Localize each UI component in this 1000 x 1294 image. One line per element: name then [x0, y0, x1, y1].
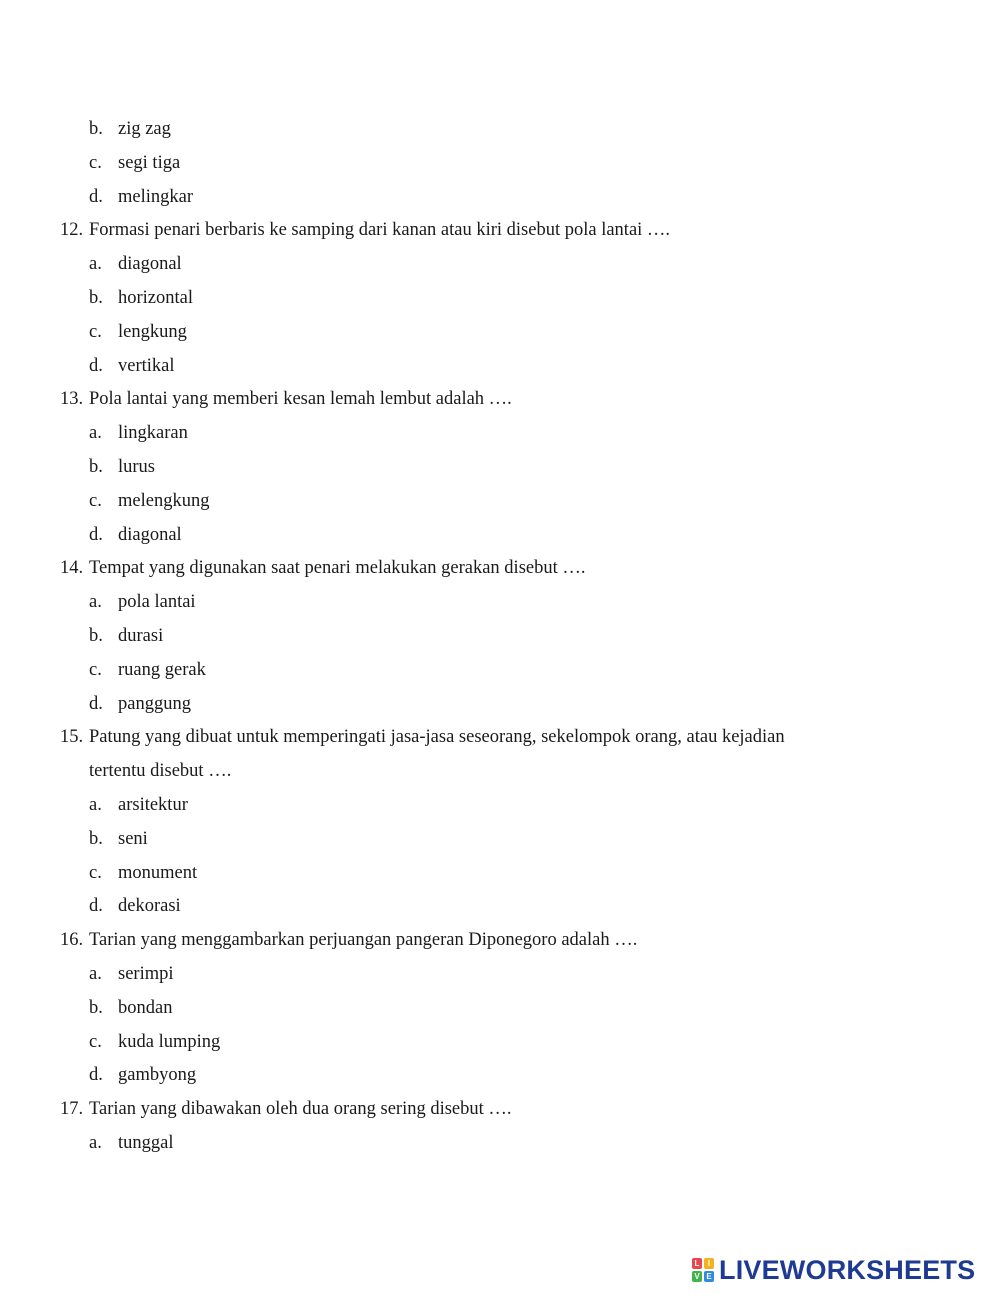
option-letter: b.: [89, 456, 103, 477]
answer-option[interactable]: [0, 316, 1000, 350]
option-text: kuda lumping: [118, 1031, 221, 1052]
liveworksheets-logo[interactable]: [692, 1254, 975, 1286]
option-letter: a.: [89, 794, 102, 815]
answer-option[interactable]: [0, 113, 1000, 147]
option-text: melengkung: [118, 490, 210, 511]
option-text: diagonal: [118, 524, 182, 545]
question-number: 13.: [60, 389, 84, 410]
question-16: [0, 924, 1000, 958]
logo-tile-e: E: [704, 1271, 714, 1282]
option-text: horizontal: [118, 287, 194, 308]
answer-option[interactable]: [0, 992, 1000, 1026]
worksheet-content: [0, 113, 1000, 1161]
answer-option[interactable]: [0, 417, 1000, 451]
logo-tile-i: I: [704, 1258, 714, 1269]
option-letter: b.: [89, 287, 103, 308]
answer-option[interactable]: [0, 519, 1000, 553]
option-text: lingkaran: [118, 423, 188, 444]
question-text: Tempat yang digunakan saat penari melakukan gerakan disebut ….: [89, 558, 586, 579]
option-text: arsitektur: [118, 794, 188, 815]
question-15: [0, 721, 1000, 755]
option-text: bondan: [118, 997, 173, 1018]
question-14: [0, 552, 1000, 586]
option-letter: a.: [89, 423, 102, 444]
option-letter: d.: [89, 896, 103, 917]
option-letter: b.: [89, 119, 103, 139]
option-letter: c.: [89, 1031, 102, 1052]
option-text: panggung: [118, 693, 191, 714]
answer-option[interactable]: [0, 147, 1000, 181]
option-text: zig zag: [118, 119, 171, 139]
option-letter: a.: [89, 1132, 102, 1153]
answer-option[interactable]: [0, 654, 1000, 688]
answer-option[interactable]: [0, 586, 1000, 620]
option-text: vertikal: [118, 355, 175, 376]
option-letter: b.: [89, 997, 103, 1018]
question-text: Patung yang dibuat untuk memperingati jasa-jasa seseorang, sekelompok orang, atau kejadian: [89, 727, 785, 748]
question-17: [0, 1093, 1000, 1127]
option-letter: a.: [89, 592, 102, 613]
option-text: tunggal: [118, 1132, 174, 1153]
question-text: tertentu disebut ….: [89, 761, 232, 782]
question-number: 14.: [60, 558, 84, 579]
answer-option[interactable]: [0, 620, 1000, 654]
question-text-continued: [0, 755, 1000, 789]
answer-option[interactable]: [0, 181, 1000, 215]
answer-option[interactable]: [0, 451, 1000, 485]
answer-option[interactable]: [0, 890, 1000, 924]
answer-option[interactable]: [0, 1059, 1000, 1093]
question-text: Tarian yang menggambarkan perjuangan pangeran Diponegoro adalah ….: [89, 930, 638, 951]
option-text: lengkung: [118, 321, 187, 342]
answer-option[interactable]: [0, 857, 1000, 891]
answer-option[interactable]: [0, 958, 1000, 992]
option-text: monument: [118, 862, 198, 883]
option-letter: b.: [89, 828, 103, 849]
question-13: [0, 383, 1000, 417]
option-letter: c.: [89, 659, 102, 680]
option-letter: d.: [89, 693, 103, 714]
answer-option[interactable]: [0, 350, 1000, 384]
logo-text: LIVEWORKSHEETS: [719, 1254, 976, 1285]
option-letter: a.: [89, 254, 102, 275]
question-text: Pola lantai yang memberi kesan lemah lembut adalah ….: [89, 389, 512, 410]
answer-option[interactable]: [0, 823, 1000, 857]
option-text: gambyong: [118, 1065, 197, 1086]
option-text: melingkar: [118, 186, 194, 207]
option-letter: d.: [89, 524, 103, 545]
option-letter: c.: [89, 490, 102, 511]
option-text: lurus: [118, 456, 155, 477]
option-text: seni: [118, 828, 148, 849]
option-text: diagonal: [118, 254, 182, 275]
option-text: durasi: [118, 625, 164, 646]
option-letter: d.: [89, 1065, 103, 1086]
answer-option[interactable]: [0, 789, 1000, 823]
question-number: 15.: [60, 727, 84, 748]
option-letter: c.: [89, 152, 102, 173]
option-letter: b.: [89, 625, 103, 646]
answer-option[interactable]: [0, 485, 1000, 519]
option-letter: c.: [89, 321, 102, 342]
option-text: dekorasi: [118, 896, 181, 917]
option-letter: d.: [89, 355, 103, 376]
logo-mark-icon: [692, 1258, 714, 1282]
question-number: 17.: [60, 1099, 84, 1120]
answer-option[interactable]: [0, 1026, 1000, 1060]
option-text: ruang gerak: [118, 659, 206, 680]
option-text: segi tiga: [118, 152, 181, 173]
answer-option[interactable]: [0, 248, 1000, 282]
answer-option[interactable]: [0, 1127, 1000, 1161]
question-text: Tarian yang dibawakan oleh dua orang sering disebut ….: [89, 1099, 512, 1120]
answer-option[interactable]: [0, 282, 1000, 316]
logo-tile-v: V: [692, 1271, 702, 1282]
question-number: 12.: [60, 220, 84, 241]
option-letter: d.: [89, 186, 103, 207]
answer-option[interactable]: [0, 688, 1000, 722]
question-12: [0, 214, 1000, 248]
option-letter: a.: [89, 963, 102, 984]
logo-tile-l: L: [692, 1258, 702, 1269]
option-text: pola lantai: [118, 592, 196, 613]
question-text: Formasi penari berbaris ke samping dari kanan atau kiri disebut pola lantai ….: [89, 220, 671, 241]
option-text: serimpi: [118, 963, 174, 984]
question-number: 16.: [60, 930, 84, 951]
option-letter: c.: [89, 862, 102, 883]
